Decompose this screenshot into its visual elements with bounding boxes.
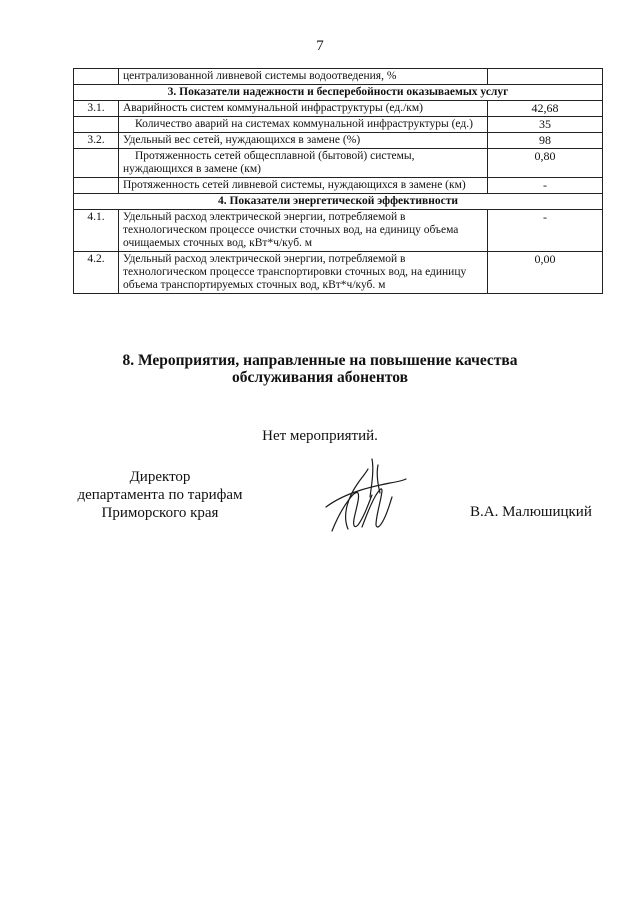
heading-line: 8. Мероприятия, направленные на повышение качества	[122, 352, 518, 369]
row-value: 0,00	[488, 252, 603, 294]
row-value: 0,80	[488, 149, 603, 178]
handwritten-signature	[318, 455, 408, 537]
heading-line: обслуживания абонентов	[232, 369, 408, 386]
table-row	[74, 101, 603, 117]
row-number: 4.2.	[74, 252, 119, 294]
row-number: 3.1.	[74, 101, 119, 117]
table-row	[74, 69, 603, 85]
table-row	[74, 210, 603, 252]
row-text: Удельный расход электрической энергии, потребляемой в технологическом процессе очистки сточных вод, на единицу объема очищаемых сточных вод, кВт*ч/куб. м	[119, 210, 488, 252]
row-number	[74, 69, 119, 85]
row-number	[74, 149, 119, 178]
row-text: Удельный вес сетей, нуждающихся в замене (%)	[119, 133, 488, 149]
row-value: 35	[488, 117, 603, 133]
table-row	[74, 149, 603, 178]
row-text: Удельный расход электрической энергии, потребляемой в технологическом процессе транспортировки сточных вод, на единицу объема транспортируемых сточных вод, кВт*ч/куб. м	[119, 252, 488, 294]
row-text: Аварийность систем коммунальной инфраструктуры (ед./км)	[119, 101, 488, 117]
page-number: 7	[316, 38, 324, 54]
row-text: централизованной ливневой системы водоотведения, %	[119, 69, 488, 85]
row-value	[488, 69, 603, 85]
row-number: 4.1.	[74, 210, 119, 252]
section-heading	[0, 352, 640, 386]
table-row	[74, 252, 603, 294]
table-row	[74, 117, 603, 133]
row-value: 42,68	[488, 101, 603, 117]
row-text: Количество аварий на системах коммунальной инфраструктуры (ед.)	[119, 117, 488, 133]
row-number: 3.2.	[74, 133, 119, 149]
section-header-row	[74, 85, 603, 101]
row-value: -	[488, 210, 603, 252]
row-text: Протяженность сетей общесплавной (бытовой) системы, нуждающихся в замене (км)	[119, 149, 488, 178]
signatory-title	[60, 468, 260, 522]
table-row	[74, 133, 603, 149]
title-line: Директор	[129, 469, 191, 485]
row-number	[74, 178, 119, 194]
row-value: 98	[488, 133, 603, 149]
title-line: Приморского края	[101, 505, 219, 521]
row-number	[74, 117, 119, 133]
title-line: департамента по тарифам	[77, 487, 243, 503]
no-measures-text: Нет мероприятий.	[262, 428, 378, 444]
section-title: 3. Показатели надежности и бесперебойности оказываемых услуг	[74, 85, 603, 101]
signatory-name: В.А. Малюшицкий	[470, 504, 592, 520]
row-text: Протяженность сетей ливневой системы, нуждающихся в замене (км)	[119, 178, 488, 194]
indicators-table	[73, 68, 603, 294]
table-row	[74, 178, 603, 194]
row-value: -	[488, 178, 603, 194]
section-title: 4. Показатели энергетической эффективности	[74, 194, 603, 210]
section-header-row	[74, 194, 603, 210]
